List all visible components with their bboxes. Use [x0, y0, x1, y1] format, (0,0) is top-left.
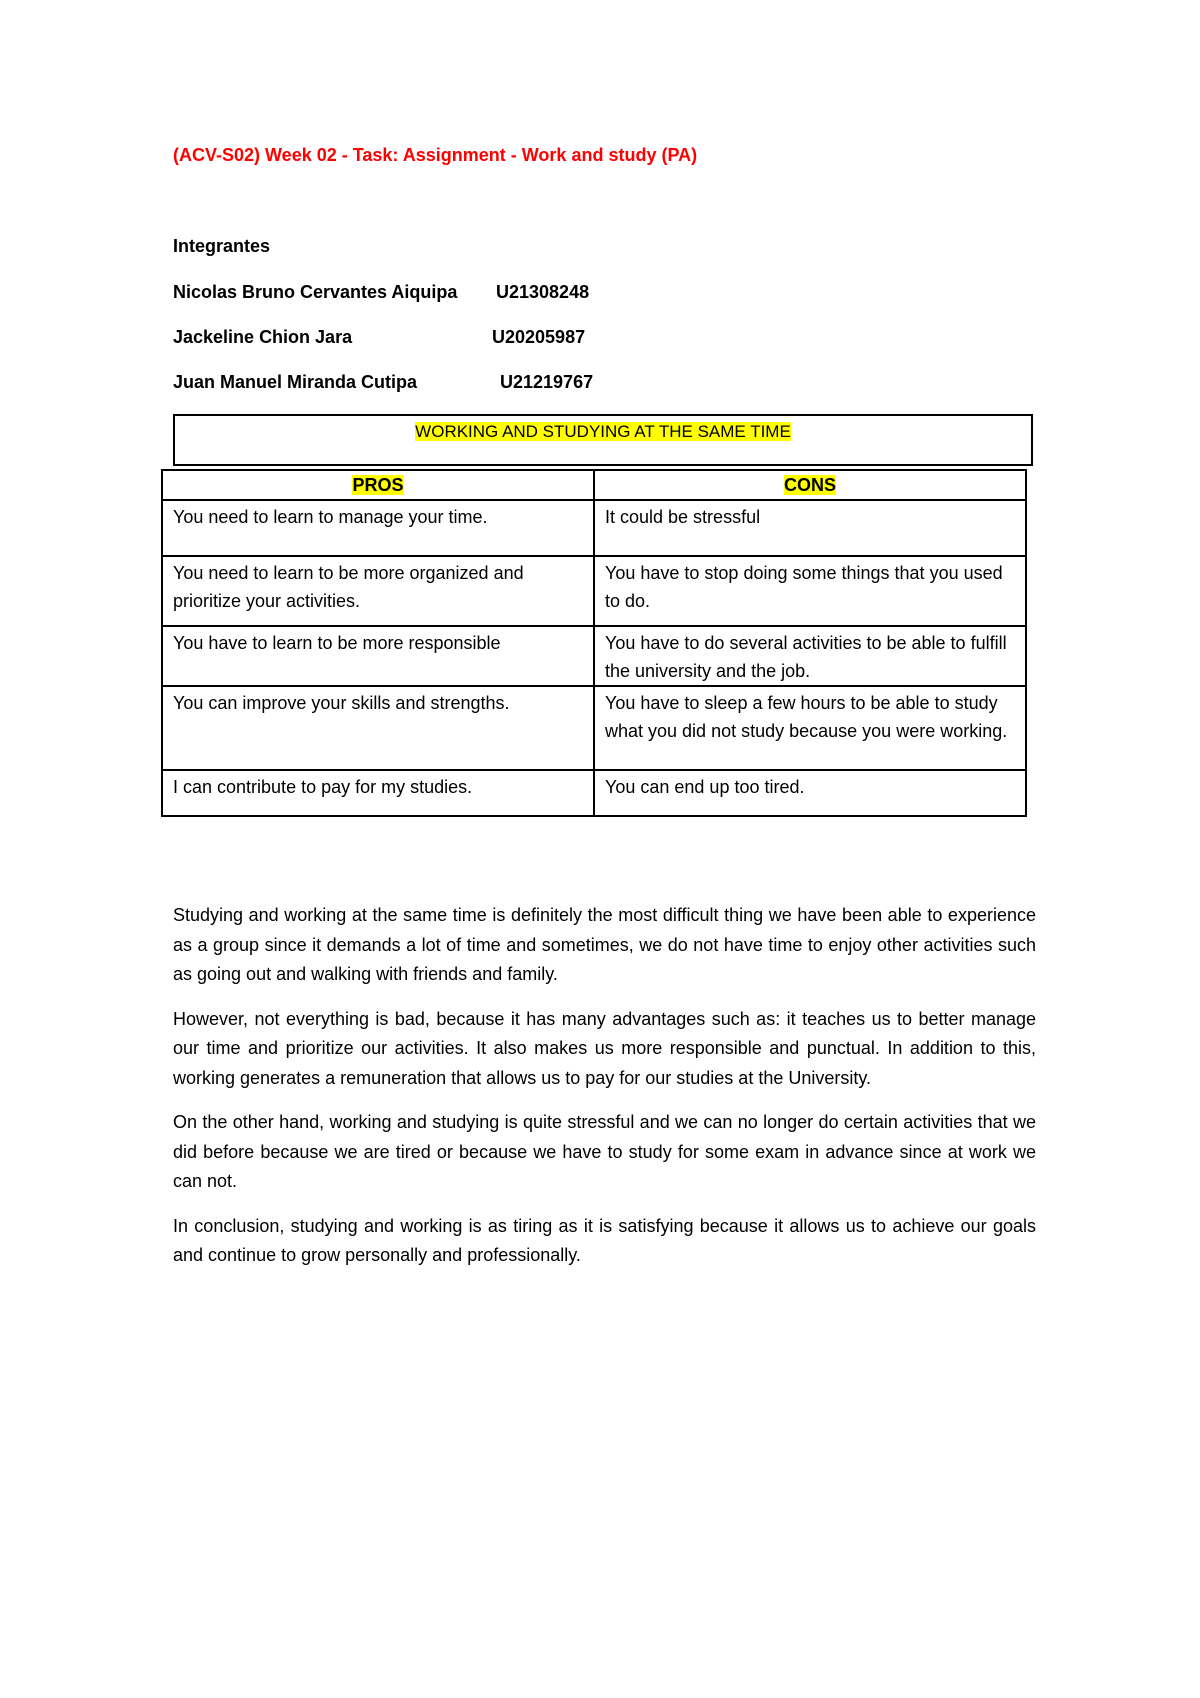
con-cell: You can end up too tired. — [594, 770, 1026, 816]
pro-cell: You need to learn to manage your time. — [162, 500, 594, 556]
table-title: WORKING AND STUDYING AT THE SAME TIME — [415, 422, 791, 441]
con-cell: You have to stop doing some things that you used to do. — [594, 556, 1026, 626]
essay-paragraph: On the other hand, working and studying is quite stressful and we can no longer do certain activities that we did before because we are tired or because we have to study for some exam in advance since at work we can not. — [173, 1112, 1036, 1191]
essay-paragraph: Studying and working at the same time is definitely the most difficult thing we have been able to experience as a group since it demands a lot of time and sometimes, we do not have time to enjoy other activities such as going out and walking with friends and family. — [173, 905, 1036, 984]
table-row — [162, 626, 1026, 686]
table-row — [162, 556, 1026, 626]
con-cell: You have to do several activities to be able to fulfill the university and the job. — [594, 626, 1026, 686]
essay-paragraph: In conclusion, studying and working is as tiring as it is satisfying because it allows us to achieve our goals and continue to grow personally and professionally. — [173, 1215, 1036, 1265]
table-row — [162, 770, 1026, 816]
member-code: U21219767 — [500, 372, 594, 392]
table-title-box — [173, 414, 1033, 466]
essay-paragraph: However, not everything is bad, because it has many advantages such as: it teaches us to better manage our time and prioritize our activities. It also makes us more responsible and punctual. In addition to this, working generates a remuneration that allows us to pay for our studies at the University. — [173, 1008, 1036, 1088]
pro-cell: You can improve your skills and strengths. — [162, 686, 594, 770]
con-cell: It could be stressful — [594, 500, 1026, 556]
cons-header: CONS — [594, 470, 1026, 500]
member-name: Juan Manuel Miranda Cutipa — [173, 372, 418, 392]
members-heading: Integrantes — [173, 236, 271, 256]
member-name: Jackeline Chion Jara — [173, 327, 353, 347]
member-code: U20205987 — [492, 327, 586, 347]
member-row — [173, 282, 773, 306]
con-cell: You have to sleep a few hours to be able to study what you did not study because you were working. — [594, 686, 1026, 770]
member-name: Nicolas Bruno Cervantes Aiquipa — [173, 282, 458, 302]
member-row — [173, 327, 773, 351]
table-row — [162, 500, 1026, 556]
document-title: (ACV-S02) Week 02 - Task: Assignment - Work and study (PA) — [173, 145, 698, 165]
pros-header: PROS — [162, 470, 594, 500]
table-row — [162, 686, 1026, 770]
member-row — [173, 372, 773, 396]
pros-cons-table — [161, 469, 1027, 817]
pro-cell: You need to learn to be more organized and prioritize your activities. — [162, 556, 594, 626]
table-header-row — [162, 470, 1026, 500]
pro-cell: I can contribute to pay for my studies. — [162, 770, 594, 816]
member-code: U21308248 — [496, 282, 590, 302]
pro-cell: You have to learn to be more responsible — [162, 626, 594, 686]
essay — [173, 901, 1036, 1286]
